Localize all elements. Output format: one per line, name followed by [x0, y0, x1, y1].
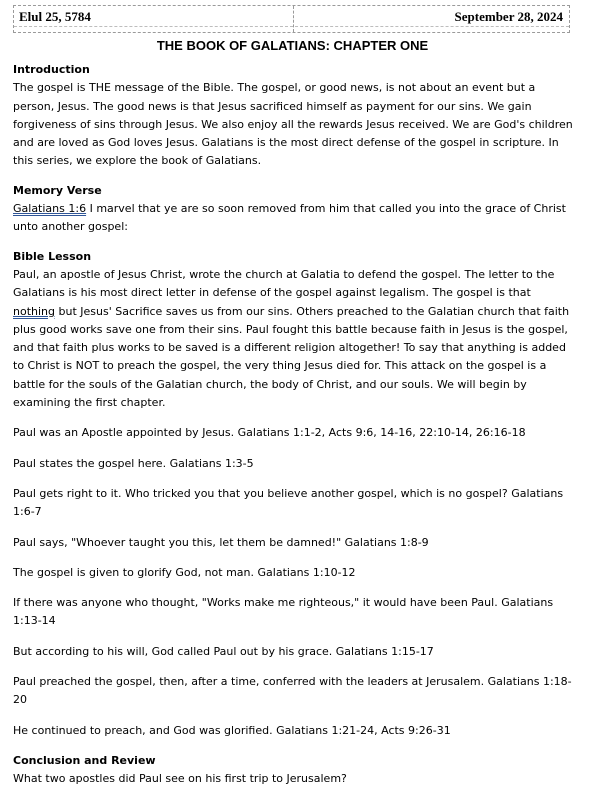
lesson-point: Paul says, "Whoever taught you this, let them be damned!" Galatians 1:8-9 [13, 535, 429, 549]
bible-lesson-text-2: but Jesus' Sacrifice saves us from our sins. Others preached to the Galatian church that faith plus good works save one from their sins. Paul fought this battle because faith in Jesus is the gospel, and that faith plus works to be saved is a different religion altogether! To say that anything is added to Christ is NOT to preach the gospel, the very thing Jesus died for. This attack on the gospel is a battle for the souls of the Galatian church, the body of Christ, and our souls. We will begin by examining the first chapter. [13, 304, 570, 410]
lesson-point: The gospel is given to glorify God, not man. Galatians 1:10-12 [13, 565, 356, 579]
gregorian-date: September 28, 2024 [454, 9, 563, 24]
conclusion-heading: Conclusion and Review [13, 753, 156, 767]
document-body [13, 61, 573, 789]
table-row-divider [14, 26, 569, 27]
lesson-point: Paul was an Apostle appointed by Jesus. Galatians 1:1-2, Acts 9:6, 14-16, 22:10-14, 26:16-18 [13, 426, 526, 440]
memory-verse-heading: Memory Verse [13, 183, 102, 197]
table-divider [293, 6, 294, 32]
emphasized-word: nothing [13, 304, 55, 318]
bible-lesson-heading: Bible Lesson [13, 249, 92, 263]
verse-reference-link[interactable]: Galatians 1:6 [13, 202, 87, 216]
review-question: What two apostles did Paul see on his first trip to Jerusalem? [13, 772, 347, 786]
document-title: THE BOOK OF GALATIANS: CHAPTER ONE [156, 38, 429, 53]
lesson-point: Paul gets right to it. Who tricked you that you believe another gospel, which is no gospel? Galatians 1:6-7 [13, 486, 564, 519]
bible-lesson-text-1: Paul, an apostle of Jesus Christ, wrote the church at Galatia to defend the gospel. The letter to the Galatians is his most direct letter in defense of the gospel against legalism. The gospel is that [13, 267, 555, 300]
introduction-heading: Introduction [13, 63, 90, 76]
lesson-point: He continued to preach, and God was glorified. Galatians 1:21-24, Acts 9:26-31 [13, 723, 451, 737]
lesson-point: If there was anyone who thought, "Works make me righteous," it would have been Paul. Galatians 1:13-14 [13, 596, 554, 628]
memory-verse-text: I marvel that ye are so soon removed from him that called you into the grace of Christ unto another gospel: [13, 202, 566, 234]
memory-verse-paragraph [13, 200, 573, 237]
introduction-text: The gospel is THE message of the Bible. The gospel, or good news, is not about an event but a person, Jesus. The good news is that Jesus sacrificed himself as payment for our sins. We gain forgiveness of sins through Jesus. We also enjoy all the rewards Jesus received. We are God's children and are loved as God loves Jesus. Galatians is the most direct defense of the gospel in scripture. In this series, we explore the book of Galatians. [13, 81, 573, 168]
hebrew-date: Elul 25, 5784 [19, 9, 91, 24]
lesson-point: But according to his will, God called Paul out by his grace. Galatians 1:15-17 [13, 644, 434, 658]
lesson-point: Paul preached the gospel, then, after a time, conferred with the leaders at Jerusalem. Galatians 1:18-20 [13, 675, 572, 707]
date-header-table [13, 5, 570, 33]
lesson-point: Paul states the gospel here. Galatians 1:3-5 [13, 456, 254, 470]
bible-lesson-paragraph [13, 266, 573, 412]
